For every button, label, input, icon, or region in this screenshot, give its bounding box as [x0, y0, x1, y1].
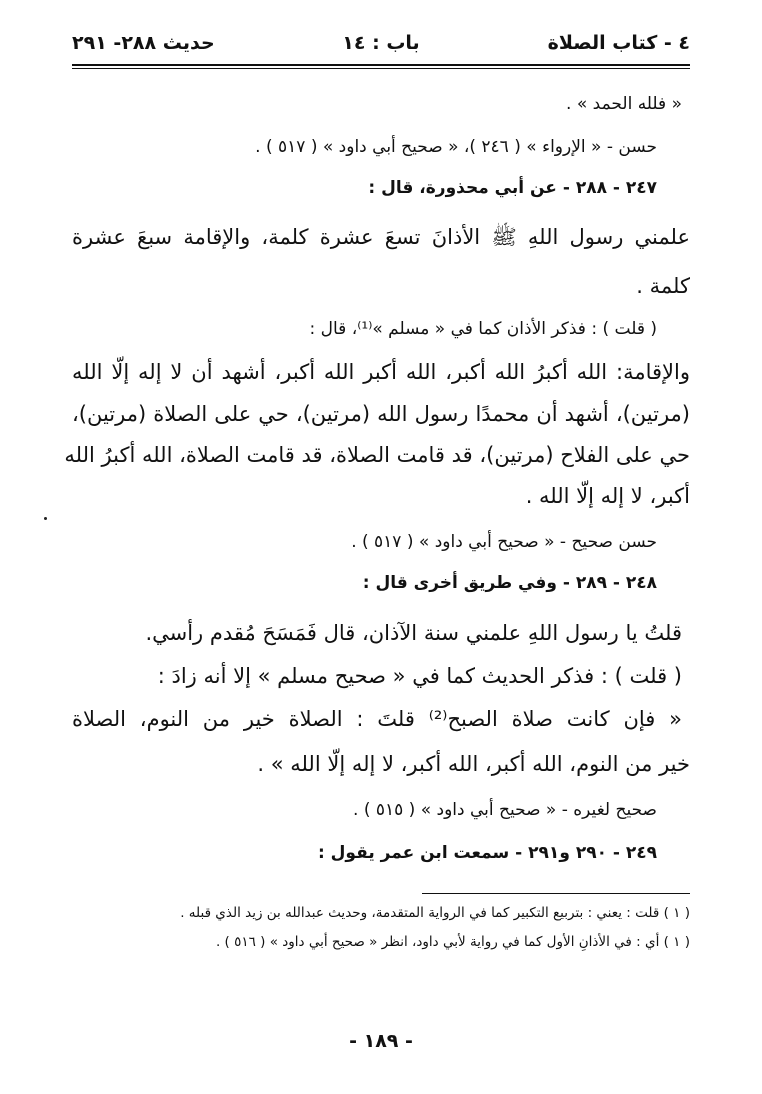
text-line: كلمة .	[636, 274, 690, 298]
text-line: خير من النوم، الله أكبر، الله أكبر، لا إله إلّا الله » .	[257, 752, 690, 776]
text-line: أكبر، لا إله إلّا الله .	[525, 484, 690, 508]
page-number: - ١٨٩ -	[349, 1030, 413, 1052]
hadith-heading: ٢٤٩ - ٢٩٠ و٢٩١ - سمعت ابن عمر يقول :	[317, 843, 657, 863]
grading-line: صحيح لغيره - « صحيح أبي داود » ( ٥١٥ ) .	[353, 800, 657, 820]
text-line: « فإن كانت صلاة الصبح⁽²⁾ قلتَ : الصلاة خير من النوم، الصلاة	[72, 707, 682, 731]
text-line: ( قلت ) : فذكر الحديث كما في « صحيح مسلم » إلا أنه زادَ :	[157, 664, 682, 688]
hadith-heading: ٢٤٧ - ٢٨٨ - عن أبي محذورة، قال :	[368, 178, 657, 198]
hadith-heading: ٢٤٨ - ٢٨٩ - وفي طريق أخرى قال :	[362, 573, 657, 593]
grading-line: حسن - « الإرواء » ( ٢٤٦ )، « صحيح أبي داود » ( ٥١٧ ) .	[255, 137, 657, 157]
header-bab: باب : ١٤	[342, 32, 420, 54]
footnote: ( ١ ) قلت : يعني : بتربيع التكبير كما في الرواية المتقدمة، وحديث عبدالله بن زيد الذي قبله .	[180, 905, 690, 921]
footnote: ( ١ ) أي : في الأذانِ الأول كما في رواية لأبي داود، انظر « صحيح أبي داود » ( ٥١٦ ) .	[215, 934, 690, 950]
running-header	[72, 32, 690, 62]
header-chapter: ٤ - كتاب الصلاة	[547, 32, 690, 54]
text-line: ( قلت ) : فذكر الأذان كما في « مسلم »⁽¹⁾، قال :	[309, 319, 657, 339]
text-line: والإقامة: الله أكبرُ الله أكبر، الله أكبر الله أكبر، أشهد أن لا إله إلّا الله	[72, 360, 690, 384]
scan-speck	[44, 517, 47, 520]
header-rule	[72, 64, 690, 66]
header-hadith-range: حديث ٢٨٨- ٢٩١	[72, 32, 215, 54]
text-line: علمني رسول اللهِ ﷺ الأذانَ تسعَ عشرة كلمة، والإقامة سبعَ عشرة	[72, 225, 690, 249]
text-line: (مرتين)، أشهد أن محمدًا رسول الله (مرتين)، حي على الصلاة (مرتين)،	[72, 402, 690, 426]
text-line: حي على الفلاح (مرتين)، قد قامت الصلاة، قد قامت الصلاة، الله أكبرُ الله	[64, 443, 690, 467]
header-rule-thin	[72, 68, 690, 69]
text-line: « فلله الحمد » .	[566, 94, 682, 114]
footnote-rule	[422, 893, 690, 894]
text-line: قلتُ يا رسول اللهِ علمني سنة الآذان، قال فَمَسَحَ مُقدم رأسي.	[145, 621, 682, 645]
grading-line: حسن صحيح - « صحيح أبي داود » ( ٥١٧ ) .	[351, 532, 657, 552]
